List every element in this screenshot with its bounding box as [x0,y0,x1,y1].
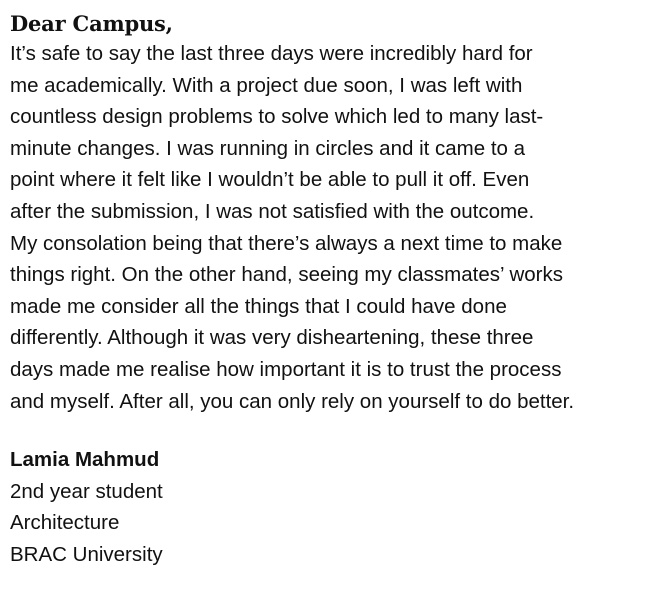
letter-line: countless design problems to solve which led to many last- [10,105,544,129]
letter-body [10,38,660,417]
salutation: Dear Campus, [10,11,173,36]
letter-line: and myself. After all, you can only rely on yourself to do better. [10,389,575,413]
letter-line: after the submission, I was not satisfied with the outcome. [10,199,535,223]
letter-line: things right. On the other hand, seeing my classmates’ works [10,263,563,287]
letter-line: My consolation being that there’s always a next time to make [10,231,563,255]
signature-block [10,444,660,570]
author-department: Architecture [10,511,120,535]
letter [10,10,660,571]
letter-line: It’s safe to say the last three days were incredibly hard for [10,42,533,65]
author-year: 2nd year student [10,479,163,503]
letter-line: made me consider all the things that I could have done [10,294,507,318]
letter-line: me academically. With a project due soon, I was left with [10,73,523,97]
author-university: BRAC University [10,542,163,566]
letter-line: minute changes. I was running in circles and it came to a [10,136,526,160]
author-name: Lamia Mahmud [10,448,160,472]
letter-line: differently. Although it was very disheartening, these three [10,326,534,350]
letter-line: point where it felt like I wouldn’t be able to pull it off. Even [10,168,530,192]
letter-line: days made me realise how important it is to trust the process [10,357,562,381]
